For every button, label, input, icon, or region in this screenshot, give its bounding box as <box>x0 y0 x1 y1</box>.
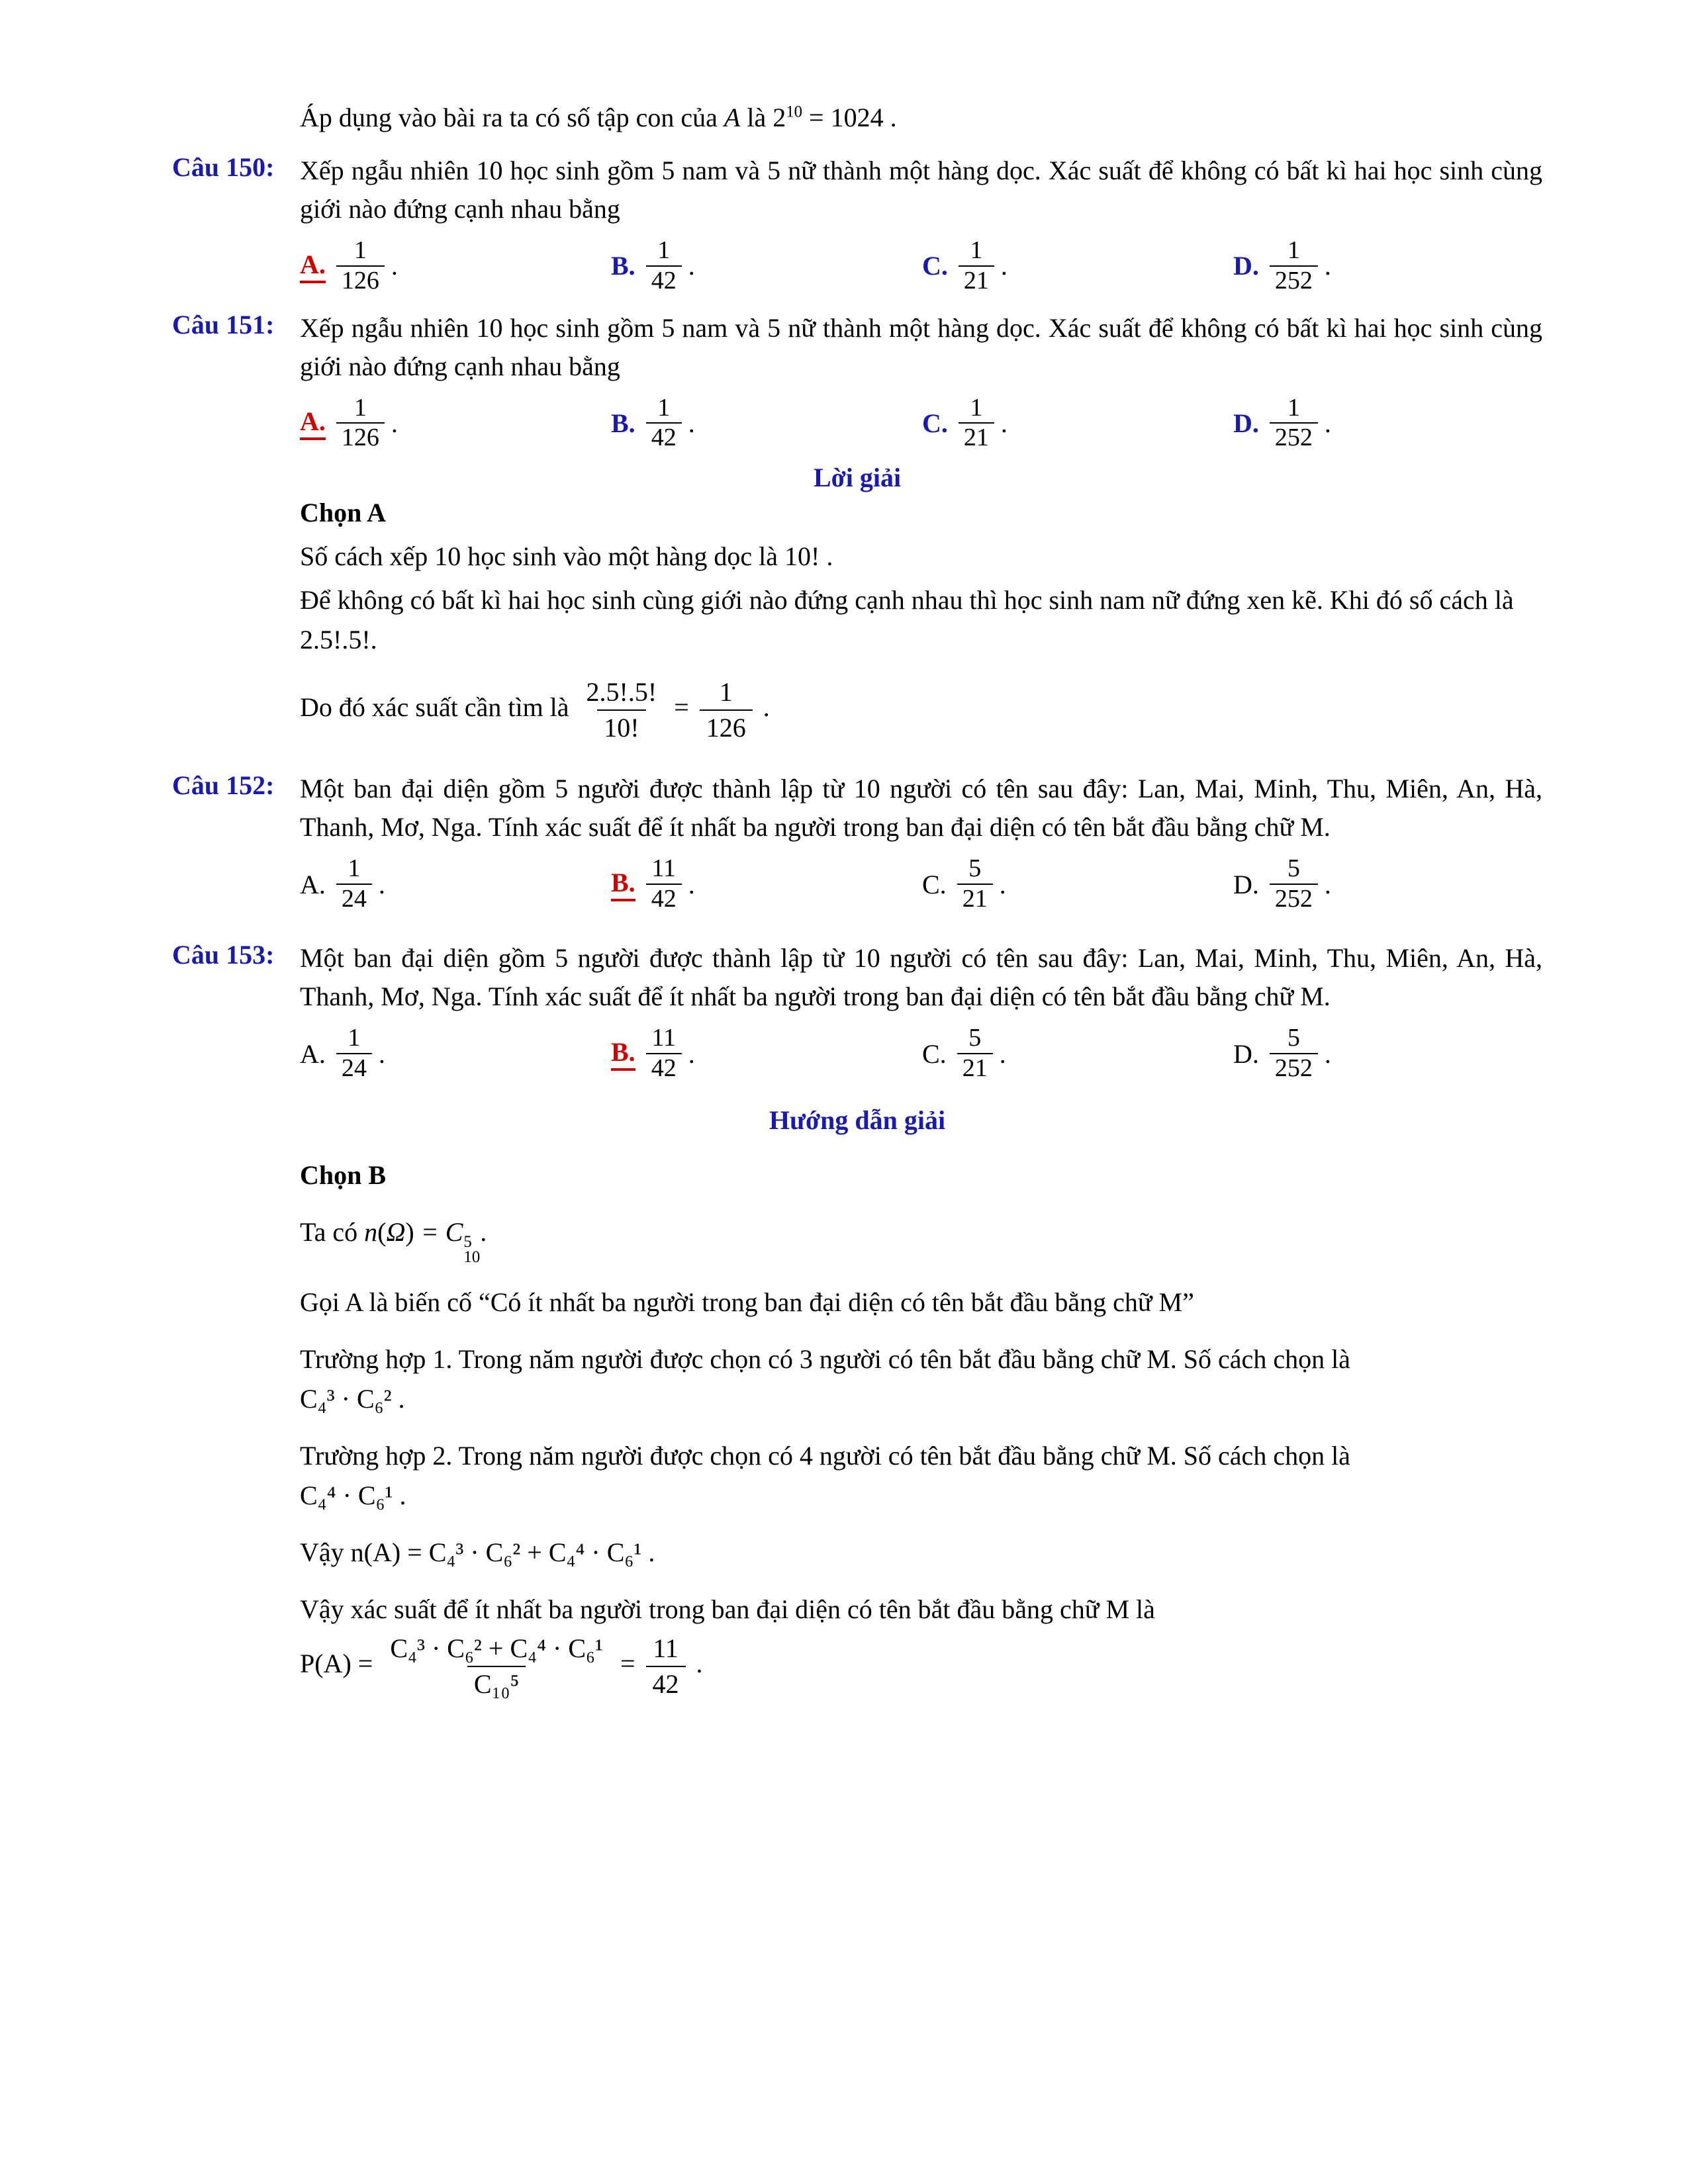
solution2-line-3-math: C₄³ · C₆² . <box>300 1383 405 1414</box>
fraction-denominator: 126 <box>700 709 753 743</box>
solution2-line-5 <box>300 1533 1542 1572</box>
fraction-denominator: 24 <box>336 884 372 913</box>
answer-period: . <box>378 1038 385 1069</box>
fraction-numerator: 11 <box>651 1024 676 1052</box>
fraction-numerator: 1 <box>719 677 733 707</box>
fraction-numerator: 1 <box>353 236 367 264</box>
answer-period: . <box>688 869 695 899</box>
fraction-numerator: 5 <box>1287 1024 1300 1052</box>
chosen-answer-1: Chọn A <box>300 498 387 528</box>
answer-option-b[interactable] <box>611 395 922 452</box>
fraction-denominator: 42 <box>646 1666 686 1700</box>
question-text-152: Một ban đại diện gồm 5 người được thành lập từ 10 người có tên sau đây: Lan, Mai, Minh, Thu, Miên, An, Hà, Thanh, Mơ, Nga. Tính xác suất để ít nhất ba người trong ban đại diện có tên bắt đầu bằng chữ M. <box>300 774 1542 842</box>
answer-row-153 <box>300 1025 1544 1082</box>
answer-period: . <box>1324 1038 1331 1069</box>
answer-period: . <box>1000 408 1008 438</box>
fraction-denominator: 21 <box>957 884 993 913</box>
fraction-denominator: 252 <box>1270 884 1318 913</box>
probability-result-fraction <box>700 677 753 743</box>
intro-text-mid: là 2 <box>740 103 786 132</box>
answer-letter: A. <box>300 1038 326 1069</box>
fraction-denominator: 24 <box>336 1053 372 1082</box>
solution-line-3-prefix: Do đó xác suất cần tìm là <box>300 692 576 723</box>
answer-letter: D. <box>1233 1038 1259 1069</box>
answer-row-152 <box>300 856 1544 913</box>
solution2-line-6: Vậy xác suất để ít nhất ba người trong ban đại diện có tên bắt đầu bằng chữ M là <box>300 1594 1155 1624</box>
fraction-denominator: 42 <box>646 1053 682 1082</box>
fraction-denominator: 42 <box>646 265 682 295</box>
answer-fraction <box>336 1025 372 1082</box>
fraction-denominator: C₁₀⁵ <box>467 1666 526 1700</box>
answer-fraction <box>336 395 385 452</box>
fraction-numerator: 5 <box>968 1024 982 1052</box>
fraction-denominator: 252 <box>1270 1053 1318 1082</box>
fraction-denominator: 21 <box>959 265 994 295</box>
question-text-151: Xếp ngẫu nhiên 10 học sinh gồm 5 nam và 5 nữ thành một hàng dọc. Xác suất để không có bất kì hai học sinh cùng giới nào đứng cạnh nhau bằng <box>300 312 1542 381</box>
answer-option-d[interactable] <box>1233 856 1544 913</box>
solution2-line-1-prefix: Ta có <box>300 1216 365 1247</box>
intro-text-before: Áp dụng vào bài ra ta có số tập con của <box>300 103 724 132</box>
solution-body-2 <box>300 1156 1542 1700</box>
fraction-numerator: 11 <box>651 854 676 883</box>
fraction-denominator: 252 <box>1270 265 1318 295</box>
answer-option-c[interactable] <box>922 1025 1233 1082</box>
answer-letter: B. <box>611 867 635 901</box>
solution2-line-4-text: Trường hợp 2. Trong năm người được chọn có 4 người có tên bắt đầu bằng chữ M. Số cách chọn là <box>300 1440 1350 1471</box>
solution-heading-1: Lời giải <box>813 463 902 493</box>
fraction-denominator: 42 <box>646 884 682 913</box>
solution2-line-1-end: . <box>480 1216 487 1247</box>
solution-heading-2: Hướng dẫn giải <box>769 1105 946 1135</box>
answer-period: . <box>688 1038 695 1069</box>
answer-option-c[interactable] <box>922 395 1233 452</box>
solution-line-2: Để không có bất kì hai học sinh cùng giới nào đứng cạnh nhau thì học sinh nam nữ đứng xen kẽ. Khi đó số cách là 2.5!.5!. <box>300 585 1514 655</box>
fraction-denominator: 252 <box>1270 422 1318 451</box>
answer-fraction <box>646 856 682 913</box>
answer-option-b[interactable] <box>611 856 922 913</box>
answer-letter: D. <box>1233 408 1259 438</box>
answer-row-150 <box>300 238 1544 295</box>
answer-period: . <box>1000 251 1008 281</box>
answer-period: . <box>999 1038 1006 1069</box>
answer-letter: B. <box>611 408 635 438</box>
final-result-fraction <box>646 1633 686 1700</box>
solution2-line-4 <box>300 1436 1542 1516</box>
answer-option-d[interactable] <box>1233 395 1544 452</box>
answer-letter: C. <box>922 251 948 281</box>
equals-sign: = <box>674 692 689 723</box>
answer-option-d[interactable] <box>1233 1025 1544 1082</box>
answer-fraction <box>646 395 682 452</box>
question-text-150: Xếp ngẫu nhiên 10 học sinh gồm 5 nam và 5 nữ thành một hàng dọc. Xác suất để không có bất kì hai học sinh cùng giới nào đứng cạnh nhau bằng <box>300 155 1542 224</box>
solution2-line-3 <box>300 1340 1542 1419</box>
answer-letter: C. <box>922 408 948 438</box>
fraction-denominator: 21 <box>957 1053 993 1082</box>
answer-period: . <box>391 408 398 438</box>
fraction-denominator: 10! <box>597 709 645 743</box>
answer-fraction <box>1270 238 1318 295</box>
combination-indices <box>463 1234 480 1265</box>
answer-period: . <box>391 251 398 281</box>
answer-fraction <box>336 238 385 295</box>
answer-option-b[interactable] <box>611 238 922 295</box>
answer-option-c[interactable] <box>922 856 1233 913</box>
solution2-line-1 <box>300 1212 1542 1265</box>
solution2-line-5-prefix: Vậy <box>300 1537 351 1567</box>
answer-letter: C. <box>922 869 947 899</box>
answer-option-d[interactable] <box>1233 238 1544 295</box>
final-lhs: P(A) = <box>300 1648 373 1678</box>
fraction-numerator: 1 <box>348 1024 361 1052</box>
fraction-numerator: 5 <box>968 854 982 883</box>
answer-option-b[interactable] <box>611 1025 922 1082</box>
chosen-answer-2: Chọn B <box>300 1160 387 1190</box>
final-period: . <box>696 1648 703 1678</box>
solution2-line-3-text: Trường hợp 1. Trong năm người được chọn có 3 người có tên bắt đầu bằng chữ M. Số cách chọn là <box>300 1343 1350 1374</box>
fraction-denominator: 126 <box>336 265 385 295</box>
answer-fraction <box>1270 1025 1318 1082</box>
question-block-153 <box>172 939 1542 1016</box>
intro-text-after: = 1024 . <box>802 103 897 132</box>
fraction-numerator: 5 <box>1287 854 1300 883</box>
solution-line-3-end: . <box>763 692 770 723</box>
solution-line-3 <box>300 677 1542 743</box>
answer-fraction <box>957 1025 993 1082</box>
fraction-denominator: 126 <box>336 422 385 451</box>
fraction-numerator: 1 <box>970 236 983 264</box>
answer-letter: C. <box>922 1038 947 1069</box>
answer-fraction <box>1270 395 1318 452</box>
answer-period: . <box>688 408 695 438</box>
answer-option-a[interactable] <box>300 395 611 452</box>
answer-letter: D. <box>1233 251 1259 281</box>
fraction-numerator: 1 <box>657 236 671 264</box>
answer-letter: B. <box>611 251 635 281</box>
answer-letter: A. <box>300 869 326 899</box>
answer-fraction <box>1270 856 1318 913</box>
question-block-152 <box>172 770 1542 846</box>
combination-subscript: 10 <box>463 1248 481 1267</box>
answer-period: . <box>688 251 695 281</box>
question-text-153: Một ban đại diện gồm 5 người được thành lập từ 10 người có tên sau đây: Lan, Mai, Minh, Thu, Miên, An, Hà, Thanh, Mơ, Nga. Tính xác suất để ít nhất ba người trong ban đại diện có tên bắt đầu bằng chữ M. <box>300 943 1542 1012</box>
final-probability-line <box>300 1633 1542 1700</box>
equals-sign: = <box>620 1648 635 1678</box>
answer-letter: A. <box>300 406 326 440</box>
answer-fraction <box>959 395 994 452</box>
answer-period: . <box>1324 869 1331 899</box>
fraction-numerator: 1 <box>1287 236 1300 264</box>
question-label-152: Câu 152: <box>172 770 275 801</box>
fraction-numerator: 1 <box>970 393 983 422</box>
solution2-line-2: Gọi A là biến cố “Có ít nhất ba người trong ban đại diện có tên bắt đầu bằng chữ M” <box>300 1287 1194 1317</box>
fraction-denominator: 42 <box>646 422 682 451</box>
question-block-150 <box>172 152 1542 228</box>
fraction-numerator: 2.5!.5! <box>586 677 657 707</box>
answer-period: . <box>999 869 1006 899</box>
answer-fraction <box>959 238 994 295</box>
intro-variable: A <box>724 103 741 132</box>
final-fraction <box>383 1633 610 1700</box>
solution2-line-5-math: n(A) = C₄³ · C₆² + C₄⁴ · C₆¹ . <box>350 1537 655 1567</box>
answer-letter: B. <box>611 1036 635 1071</box>
intro-exponent: 10 <box>786 103 803 121</box>
solution2-line-4-math: C₄⁴ · C₆¹ . <box>300 1480 406 1510</box>
answer-option-c[interactable] <box>922 238 1233 295</box>
intro-line <box>300 99 1542 137</box>
fraction-numerator: 11 <box>653 1633 679 1663</box>
answer-option-a[interactable] <box>300 238 611 295</box>
answer-fraction <box>646 238 682 295</box>
answer-row-151 <box>300 395 1544 452</box>
solution-body-1 <box>300 493 1542 743</box>
answer-period: . <box>1324 251 1331 281</box>
answer-fraction <box>646 1025 682 1082</box>
answer-letter: D. <box>1233 869 1259 899</box>
combination-superscript: 5 <box>463 1232 472 1251</box>
answer-period: . <box>378 869 385 899</box>
fraction-numerator: 1 <box>353 393 367 422</box>
omega-expression: n(Ω) = C <box>364 1216 463 1247</box>
fraction-denominator: 21 <box>959 422 994 451</box>
answer-period: . <box>1324 408 1331 438</box>
question-label-153: Câu 153: <box>172 940 275 970</box>
answer-option-a[interactable] <box>300 856 611 913</box>
fraction-numerator: C₄³ · C₆² + C₄⁴ · C₆¹ <box>390 1633 603 1663</box>
fraction-numerator: 1 <box>657 393 671 422</box>
fraction-numerator: 1 <box>348 854 361 883</box>
question-block-151 <box>172 309 1542 386</box>
answer-letter: A. <box>300 249 326 283</box>
probability-fraction <box>580 677 664 743</box>
solution-line-1: Số cách xếp 10 học sinh vào một hàng dọc là 10! . <box>300 541 833 572</box>
question-label-151: Câu 151: <box>172 309 275 340</box>
fraction-numerator: 1 <box>1287 393 1300 422</box>
question-label-150: Câu 150: <box>172 152 275 182</box>
answer-option-a[interactable] <box>300 1025 611 1082</box>
answer-fraction <box>957 856 993 913</box>
answer-fraction <box>336 856 372 913</box>
